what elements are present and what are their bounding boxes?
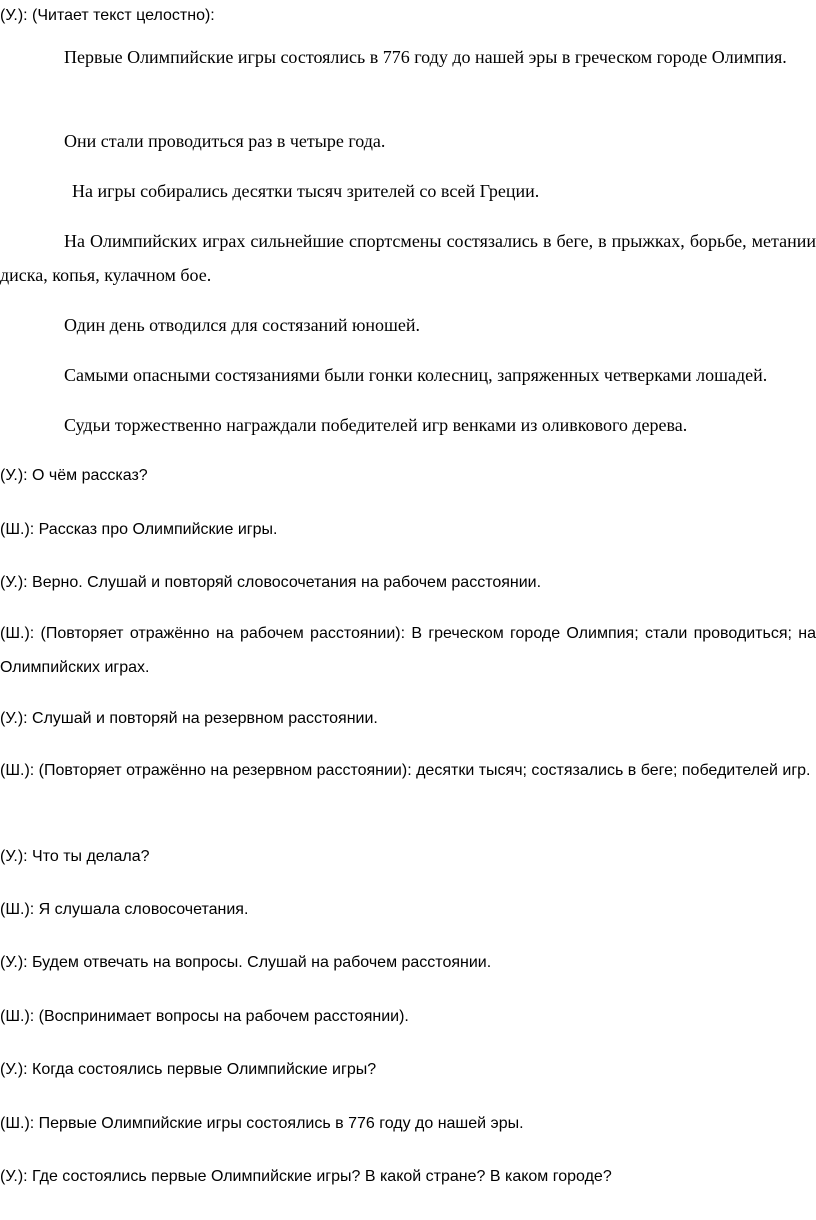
dialogue-line: (Ш.): Первые Олимпийские игры состоялись в 776 году до нашей эры. <box>0 1115 524 1132</box>
dialogue-line: (Ш.): Я слушала словосочетания. <box>0 901 249 918</box>
reading-paragraph: Один день отводился для состязаний юношей. <box>64 315 421 335</box>
reading-paragraph: Самыми опасными состязаниями были гонки колесниц, запряженных четверками лошадей. <box>64 365 768 385</box>
reading-paragraph: На игры собирались десятки тысяч зрителей со всей Греции. <box>72 181 540 201</box>
dialogue-line: (У.): Будем отвечать на вопросы. Слушай на рабочем расстоянии. <box>0 954 492 971</box>
dialogue-line: (У.): Где состоялись первые Олимпийские игры? В какой стране? В каком городе? <box>0 1168 612 1185</box>
reading-paragraph: Первые Олимпийские игры состоялись в 776 году до нашей эры в греческом городе Олимпия. <box>64 47 787 67</box>
dialogue-line: (У.): Верно. Слушай и повторяй словосочетания на рабочем расстоянии. <box>0 574 542 591</box>
dialogue-line: (У.): Что ты делала? <box>0 848 150 865</box>
dialogue-line: (Ш.): (Воспринимает вопросы на рабочем расстоянии). <box>0 1008 409 1025</box>
dialogue-line: (У.): О чём рассказ? <box>0 467 148 484</box>
reading-paragraph: Они стали проводиться раз в четыре года. <box>64 131 386 151</box>
dialogue-line: (Ш.): (Повторяет отражённо на рабочем расстоянии): В греческом городе Олимпия; стали проводиться; на Олимпийских играх. <box>0 625 816 676</box>
reading-paragraph: Судьи торжественно награждали победителей игр венками из оливкового дерева. <box>64 415 688 435</box>
intro-line: (У.): (Читает текст целостно): <box>0 7 215 24</box>
dialogue-line: (У.): Когда состоялись первые Олимпийские игры? <box>0 1061 377 1078</box>
reading-paragraph: На Олимпийских играх сильнейшие спортсмены состязались в беге, в прыжках, борьбе, метании диска, копья, кулачном бое. <box>0 231 816 285</box>
dialogue-line: (Ш.): (Повторяет отражённо на резервном расстоянии): десятки тысяч; состязались в беге; победителей игр. <box>0 762 811 779</box>
dialogue-line: (У.): Слушай и повторяй на резервном расстоянии. <box>0 710 378 727</box>
dialogue-line: (Ш.): Рассказ про Олимпийские игры. <box>0 521 278 538</box>
